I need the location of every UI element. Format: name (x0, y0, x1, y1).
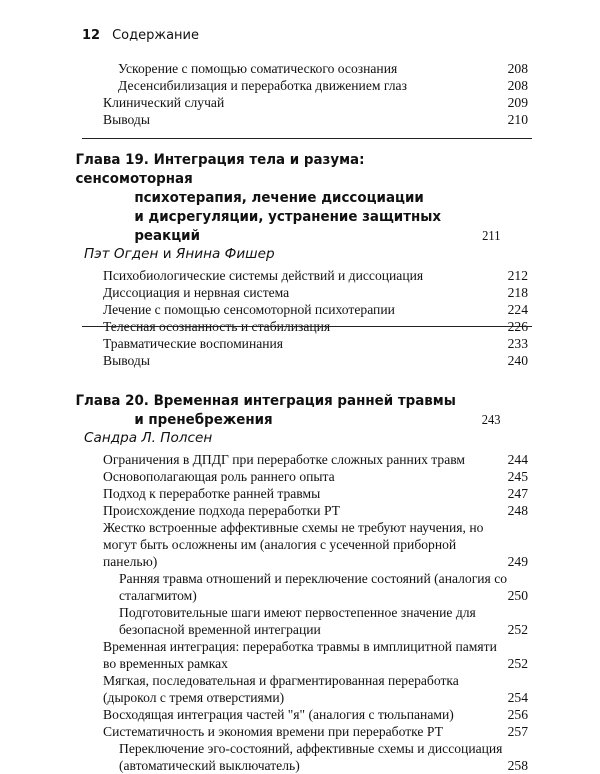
toc-entry-title: Подготовительные шаги имеют первостепенное значение для безопасной временной интеграции (119, 605, 476, 637)
chapter-heading-19 (0, 150, 552, 245)
toc-entry (0, 301, 600, 318)
toc-entry (0, 740, 600, 774)
toc-entry-title: Телесная осознанность и стабилизация (103, 319, 331, 334)
toc-entry-page: 257 (507, 724, 528, 739)
chapter-page: 211 (482, 228, 501, 243)
toc-entry (0, 267, 600, 284)
chapter-title-line: Глава 20. Временная интеграция ранней травмы (75, 392, 456, 409)
toc-entry (0, 604, 600, 638)
author-name: Янина Фишер (175, 246, 275, 262)
toc-entry (0, 468, 600, 485)
toc-entry-title: Восходящая интеграция частей "я" (аналогия с тюльпанами) (103, 707, 454, 722)
toc-entry-page: 208 (507, 78, 528, 93)
toc-entry-page: 250 (507, 588, 528, 603)
toc-entry (0, 706, 600, 723)
chapter-title-line: и дисрегуляции, устранение защитных реакций (134, 208, 442, 244)
toc-entry-page: 218 (507, 285, 528, 300)
page-number: 12 (82, 28, 101, 43)
toc-entry-page: 226 (507, 319, 528, 334)
toc-entry-title: Диссоциация и нервная система (103, 285, 290, 300)
toc-entry (0, 352, 600, 369)
toc-entry-page: 210 (507, 112, 528, 127)
chapter-title-line: психотерапия, лечение диссоциации (134, 189, 424, 206)
toc-entry-page: 233 (507, 336, 528, 351)
toc-entry-title: Жестко встроенные аффективные схемы не требуют научения, но могут быть осложнены им (аналогия с усеченной приборной панелью) (103, 520, 484, 569)
toc-entry-title: Выводы (103, 112, 150, 127)
toc-entry-page: 212 (507, 268, 528, 283)
toc-entry-page: 208 (507, 61, 528, 76)
chapter-title-line: и пренебрежения (134, 411, 273, 428)
toc-entry (0, 485, 600, 502)
chapter-authors (0, 245, 600, 263)
chapter-title-line: Глава 19. Интеграция тела и разума: сенсомоторная (75, 151, 365, 187)
chapter-heading-20 (0, 391, 552, 429)
author-conjunction: и (162, 246, 172, 262)
chapter-page: 243 (481, 412, 501, 427)
toc-entry (0, 638, 600, 672)
toc-entry-page: 258 (507, 758, 528, 773)
toc-entry-page: 254 (507, 690, 528, 705)
toc-entry-title: Лечение с помощью сенсомоторной психотерапии (103, 302, 395, 317)
toc-entry-page: 248 (507, 503, 528, 518)
toc-entry-title: Происхождение подхода переработки РТ (103, 503, 340, 518)
toc-entry-title: Систематичность и экономия времени при переработке РТ (103, 724, 443, 739)
toc-entry-page: 224 (507, 302, 528, 317)
toc-entry (0, 77, 600, 94)
toc-entry-title: Психобиологические системы действий и диссоциация (103, 268, 424, 283)
toc-entry-title: Клинический случай (103, 95, 225, 110)
toc-entry (0, 111, 600, 128)
toc-entry (0, 519, 600, 570)
toc-entry-title: Подход к переработке ранней травмы (103, 486, 321, 501)
toc-entry-page: 249 (507, 554, 528, 569)
toc-entry-title: Мягкая, последовательная и фрагментированная переработка (дырокол с тремя отверстиями) (103, 673, 459, 705)
toc-entry (0, 723, 600, 740)
toc-entry-page: 252 (507, 656, 528, 671)
toc-entry-title: Ранняя травма отношений и переключение состояний (аналогия со сталагмитом) (119, 571, 508, 603)
toc-entry-page: 245 (507, 469, 528, 484)
toc-entry (0, 570, 600, 604)
toc-entry-title: Ограничения в ДПДГ при переработке сложных ранних травм (103, 452, 466, 467)
toc-entry-title: Временная интеграция: переработка травмы в имплицитной памяти во временных рамках (103, 639, 497, 671)
toc-entry-title: Выводы (103, 353, 150, 368)
chapter-authors (0, 429, 600, 447)
toc-entry (0, 335, 600, 352)
toc-entry-page: 252 (507, 622, 528, 637)
toc-entry (0, 672, 600, 706)
section-divider (82, 326, 532, 327)
toc-entry-page: 244 (507, 452, 528, 467)
toc-entry-title: Травматические воспоминания (103, 336, 284, 351)
toc-entry (0, 60, 600, 77)
author-name: Сандра Л. Полсен (84, 430, 213, 446)
toc-entry-title: Ускорение с помощью соматического осознания (118, 61, 398, 76)
table-of-contents (0, 60, 600, 774)
running-header (82, 28, 199, 43)
toc-entry-title: Переключение эго-состояний, аффективные схемы и диссоциация (автоматический выключатель) (119, 741, 503, 773)
section-title: Содержание (112, 28, 199, 43)
toc-entry (0, 94, 600, 111)
section-divider (82, 138, 532, 139)
toc-entry-title: Десенсибилизация и переработка движением глаз (118, 78, 407, 93)
toc-entry-page: 240 (507, 353, 528, 368)
author-name: Пэт Огден (84, 246, 159, 262)
toc-entry-title: Основополагающая роль раннего опыта (103, 469, 335, 484)
toc-entry-page: 256 (507, 707, 528, 722)
toc-entry-page: 247 (507, 486, 528, 501)
toc-entry-page: 209 (507, 95, 528, 110)
toc-entry (0, 502, 600, 519)
toc-entry (0, 284, 600, 301)
toc-entry (0, 451, 600, 468)
